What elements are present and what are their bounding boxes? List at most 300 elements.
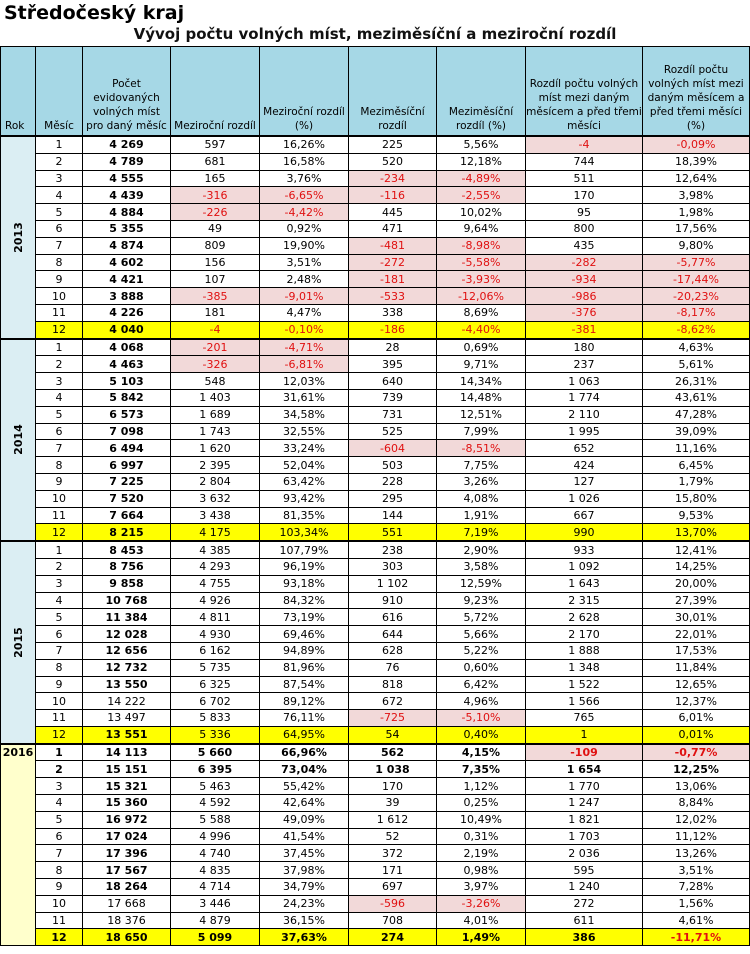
cell-tri-pct: 30,01% xyxy=(643,609,750,626)
table-row xyxy=(1,659,750,676)
cell-tri: 272 xyxy=(526,895,643,912)
cell-tri-pct: 11,84% xyxy=(643,659,750,676)
header-mezirocni-pct: Meziroční rozdíl (%) xyxy=(260,47,349,137)
table-row xyxy=(1,423,750,440)
cell-mezimesicni-pct: 9,71% xyxy=(437,356,526,373)
cell-pocet: 7 664 xyxy=(83,507,171,524)
cell-mezimesicni: -533 xyxy=(349,288,437,305)
cell-tri-pct: 12,64% xyxy=(643,170,750,187)
cell-tri: 1 770 xyxy=(526,778,643,795)
cell-pocet: 13 551 xyxy=(83,726,171,743)
cell-mezirocni-pct: 37,45% xyxy=(260,845,349,862)
cell-tri: 1 240 xyxy=(526,879,643,896)
cell-mezirocni-pct: 87,54% xyxy=(260,676,349,693)
table-row xyxy=(1,895,750,912)
cell-mezimesicni-pct: 3,58% xyxy=(437,558,526,575)
cell-mezirocni: 4 755 xyxy=(171,575,260,592)
cell-mezimesicni: 395 xyxy=(349,356,437,373)
cell-mezimesicni-pct: 3,26% xyxy=(437,473,526,490)
table-row xyxy=(1,457,750,474)
cell-pocet: 4 269 xyxy=(83,136,171,153)
cell-pocet: 12 656 xyxy=(83,642,171,659)
cell-mezimesicni-pct: 4,01% xyxy=(437,912,526,929)
cell-tri-pct: 17,56% xyxy=(643,220,750,237)
cell-pocet: 18 264 xyxy=(83,879,171,896)
cell-mezirocni-pct: 52,04% xyxy=(260,457,349,474)
cell-mezimesicni: -234 xyxy=(349,170,437,187)
cell-tri: 1 888 xyxy=(526,642,643,659)
cell-mezimesicni-pct: 4,15% xyxy=(437,744,526,761)
cell-pocet: 4 884 xyxy=(83,204,171,221)
cell-tri-pct: 22,01% xyxy=(643,626,750,643)
cell-mezimesicni: 818 xyxy=(349,676,437,693)
table-row xyxy=(1,473,750,490)
cell-mezirocni-pct: 94,89% xyxy=(260,642,349,659)
cell-mezimesicni: -725 xyxy=(349,710,437,727)
cell-pocet: 15 151 xyxy=(83,761,171,778)
cell-mesic: 7 xyxy=(36,237,83,254)
cell-mesic: 7 xyxy=(36,845,83,862)
cell-mezimesicni-pct: -8,98% xyxy=(437,237,526,254)
cell-mezirocni-pct: 84,32% xyxy=(260,592,349,609)
cell-mezirocni: 4 175 xyxy=(171,524,260,541)
cell-tri: 990 xyxy=(526,524,643,541)
cell-mezirocni-pct: 16,58% xyxy=(260,153,349,170)
cell-mezimesicni-pct: 5,66% xyxy=(437,626,526,643)
cell-pocet: 15 321 xyxy=(83,778,171,795)
cell-mezimesicni-pct: 14,48% xyxy=(437,389,526,406)
cell-tri: 595 xyxy=(526,862,643,879)
cell-tri-pct: 39,09% xyxy=(643,423,750,440)
cell-mezimesicni: 708 xyxy=(349,912,437,929)
cell-tri: 1 247 xyxy=(526,795,643,812)
header-mezirocni: Meziroční rozdíl xyxy=(171,47,260,137)
table-row xyxy=(1,845,750,862)
cell-mesic: 11 xyxy=(36,710,83,727)
cell-mezirocni: 1 743 xyxy=(171,423,260,440)
cell-tri-pct: 13,06% xyxy=(643,778,750,795)
table-body xyxy=(1,136,750,946)
cell-mezimesicni: 520 xyxy=(349,153,437,170)
cell-tri: 1 026 xyxy=(526,490,643,507)
cell-mezirocni-pct: 49,09% xyxy=(260,811,349,828)
cell-mezirocni: 4 293 xyxy=(171,558,260,575)
table-row xyxy=(1,676,750,693)
cell-mezirocni-pct: 24,23% xyxy=(260,895,349,912)
cell-tri: -986 xyxy=(526,288,643,305)
cell-mezirocni: 5 588 xyxy=(171,811,260,828)
table-row xyxy=(1,626,750,643)
table-row xyxy=(1,811,750,828)
cell-tri: 1 348 xyxy=(526,659,643,676)
cell-tri: 127 xyxy=(526,473,643,490)
cell-mesic: 8 xyxy=(36,862,83,879)
cell-mezirocni-pct: -0,10% xyxy=(260,321,349,338)
table-row xyxy=(1,828,750,845)
cell-tri-pct: 11,12% xyxy=(643,828,750,845)
cell-mesic: 1 xyxy=(36,136,83,153)
cell-mezirocni: 5 735 xyxy=(171,659,260,676)
cell-mezirocni: 5 463 xyxy=(171,778,260,795)
cell-mesic: 8 xyxy=(36,254,83,271)
cell-mezimesicni: 39 xyxy=(349,795,437,812)
cell-tri: -4 xyxy=(526,136,643,153)
table-row xyxy=(1,339,750,356)
cell-mezirocni: 4 714 xyxy=(171,879,260,896)
cell-mesic: 1 xyxy=(36,339,83,356)
cell-mezirocni: 165 xyxy=(171,170,260,187)
table-row xyxy=(1,271,750,288)
cell-tri-pct: 6,45% xyxy=(643,457,750,474)
cell-mezirocni: 3 632 xyxy=(171,490,260,507)
table-row xyxy=(1,356,750,373)
cell-mezimesicni-pct: 10,49% xyxy=(437,811,526,828)
cell-mezimesicni-pct: 0,69% xyxy=(437,339,526,356)
cell-pocet: 5 103 xyxy=(83,373,171,390)
cell-tri-pct: 1,56% xyxy=(643,895,750,912)
cell-mezirocni: 2 804 xyxy=(171,473,260,490)
cell-mezirocni-pct: 4,47% xyxy=(260,304,349,321)
cell-mezirocni: 3 438 xyxy=(171,507,260,524)
cell-tri: 1 654 xyxy=(526,761,643,778)
cell-tri: 2 170 xyxy=(526,626,643,643)
cell-mezimesicni-pct: 1,91% xyxy=(437,507,526,524)
cell-mezirocni-pct: -4,42% xyxy=(260,204,349,221)
cell-mezimesicni-pct: 1,12% xyxy=(437,778,526,795)
year-label xyxy=(1,339,36,542)
cell-mezirocni: 2 395 xyxy=(171,457,260,474)
table-row xyxy=(1,879,750,896)
cell-mesic: 3 xyxy=(36,575,83,592)
cell-pocet: 18 376 xyxy=(83,912,171,929)
cell-mezimesicni-pct: 0,60% xyxy=(437,659,526,676)
cell-mesic: 10 xyxy=(36,693,83,710)
cell-mezimesicni: 303 xyxy=(349,558,437,575)
cell-mezirocni: 107 xyxy=(171,271,260,288)
cell-tri-pct: -8,17% xyxy=(643,304,750,321)
cell-tri: 1 xyxy=(526,726,643,743)
table-row xyxy=(1,187,750,204)
cell-mesic: 11 xyxy=(36,507,83,524)
cell-mezimesicni: 170 xyxy=(349,778,437,795)
cell-tri: 667 xyxy=(526,507,643,524)
cell-mezimesicni: 144 xyxy=(349,507,437,524)
cell-mezirocni: 49 xyxy=(171,220,260,237)
year-label-text: 2013 xyxy=(11,221,25,253)
cell-tri: 2 628 xyxy=(526,609,643,626)
cell-pocet: 9 858 xyxy=(83,575,171,592)
cell-mezirocni: 5 660 xyxy=(171,744,260,761)
cell-tri-pct: 0,01% xyxy=(643,726,750,743)
cell-tri-pct: 5,61% xyxy=(643,356,750,373)
cell-mezimesicni: 445 xyxy=(349,204,437,221)
cell-tri-pct: 12,37% xyxy=(643,693,750,710)
cell-tri-pct: 1,98% xyxy=(643,204,750,221)
cell-tri: -376 xyxy=(526,304,643,321)
cell-mesic: 10 xyxy=(36,288,83,305)
cell-pocet: 7 520 xyxy=(83,490,171,507)
cell-mesic: 3 xyxy=(36,170,83,187)
cell-pocet: 15 360 xyxy=(83,795,171,812)
cell-mezirocni: -326 xyxy=(171,356,260,373)
cell-tri: 1 092 xyxy=(526,558,643,575)
cell-mezirocni-pct: 32,55% xyxy=(260,423,349,440)
cell-tri-pct: 11,16% xyxy=(643,440,750,457)
cell-pocet: 4 439 xyxy=(83,187,171,204)
cell-tri: 2 036 xyxy=(526,845,643,862)
cell-mezimesicni-pct: 5,72% xyxy=(437,609,526,626)
cell-pocet: 13 550 xyxy=(83,676,171,693)
cell-tri-pct: 9,80% xyxy=(643,237,750,254)
cell-tri-pct: 6,01% xyxy=(643,710,750,727)
cell-mezimesicni-pct: 10,02% xyxy=(437,204,526,221)
cell-tri: 1 063 xyxy=(526,373,643,390)
cell-pocet: 4 068 xyxy=(83,339,171,356)
cell-mezimesicni: 171 xyxy=(349,862,437,879)
cell-mezimesicni: 697 xyxy=(349,879,437,896)
table-row xyxy=(1,541,750,558)
cell-mezirocni-pct: 66,96% xyxy=(260,744,349,761)
cell-tri-pct: 43,61% xyxy=(643,389,750,406)
cell-tri-pct: 13,26% xyxy=(643,845,750,862)
table-row xyxy=(1,912,750,929)
cell-tri: -109 xyxy=(526,744,643,761)
table-row xyxy=(1,136,750,153)
cell-tri: 237 xyxy=(526,356,643,373)
cell-mezimesicni: 525 xyxy=(349,423,437,440)
cell-mesic: 12 xyxy=(36,321,83,338)
cell-mezirocni-pct: 0,92% xyxy=(260,220,349,237)
cell-mezirocni-pct: 12,03% xyxy=(260,373,349,390)
cell-mesic: 5 xyxy=(36,609,83,626)
cell-mezimesicni-pct: 12,59% xyxy=(437,575,526,592)
table-row xyxy=(1,862,750,879)
table-row xyxy=(1,592,750,609)
cell-tri-pct: 9,53% xyxy=(643,507,750,524)
cell-tri-pct: 14,25% xyxy=(643,558,750,575)
cell-tri: -934 xyxy=(526,271,643,288)
cell-mezimesicni: 628 xyxy=(349,642,437,659)
cell-mesic: 6 xyxy=(36,626,83,643)
cell-mesic: 2 xyxy=(36,558,83,575)
cell-tri: 933 xyxy=(526,541,643,558)
cell-pocet: 4 226 xyxy=(83,304,171,321)
table-row xyxy=(1,406,750,423)
year-label-text: 2014 xyxy=(11,424,25,456)
cell-mezirocni-pct: 63,42% xyxy=(260,473,349,490)
cell-mesic: 11 xyxy=(36,304,83,321)
cell-mezimesicni-pct: 0,25% xyxy=(437,795,526,812)
cell-mezimesicni: 739 xyxy=(349,389,437,406)
cell-tri: 1 703 xyxy=(526,828,643,845)
cell-mesic: 3 xyxy=(36,778,83,795)
cell-mezimesicni: 52 xyxy=(349,828,437,845)
cell-mezimesicni-pct: 7,99% xyxy=(437,423,526,440)
cell-pocet: 5 842 xyxy=(83,389,171,406)
cell-mesic: 5 xyxy=(36,406,83,423)
table-row xyxy=(1,558,750,575)
cell-mezirocni: 4 996 xyxy=(171,828,260,845)
cell-mezirocni-pct: 103,34% xyxy=(260,524,349,541)
cell-pocet: 16 972 xyxy=(83,811,171,828)
cell-mezimesicni: 225 xyxy=(349,136,437,153)
cell-mezirocni-pct: 107,79% xyxy=(260,541,349,558)
table-row xyxy=(1,389,750,406)
cell-mezirocni-pct: 3,76% xyxy=(260,170,349,187)
cell-tri-pct: 26,31% xyxy=(643,373,750,390)
cell-mezirocni: -316 xyxy=(171,187,260,204)
cell-mezimesicni: 228 xyxy=(349,473,437,490)
cell-tri-pct: -0,09% xyxy=(643,136,750,153)
cell-mezimesicni-pct: -5,58% xyxy=(437,254,526,271)
cell-mesic: 5 xyxy=(36,811,83,828)
cell-pocet: 6 494 xyxy=(83,440,171,457)
table-row xyxy=(1,153,750,170)
cell-pocet: 8 756 xyxy=(83,558,171,575)
cell-mezirocni: -201 xyxy=(171,339,260,356)
cell-mezimesicni-pct: 7,19% xyxy=(437,524,526,541)
table-row xyxy=(1,642,750,659)
cell-tri: 435 xyxy=(526,237,643,254)
cell-tri-pct: 20,00% xyxy=(643,575,750,592)
cell-mezimesicni-pct: 2,19% xyxy=(437,845,526,862)
cell-tri-pct: 1,79% xyxy=(643,473,750,490)
cell-tri: 1 774 xyxy=(526,389,643,406)
table-row xyxy=(1,288,750,305)
cell-pocet: 6 997 xyxy=(83,457,171,474)
cell-mesic: 12 xyxy=(36,524,83,541)
cell-tri-pct: -0,77% xyxy=(643,744,750,761)
cell-mezimesicni: 503 xyxy=(349,457,437,474)
cell-mezimesicni: -604 xyxy=(349,440,437,457)
cell-mezimesicni-pct: 9,64% xyxy=(437,220,526,237)
cell-mezirocni-pct: 34,79% xyxy=(260,879,349,896)
cell-mesic: 12 xyxy=(36,726,83,743)
cell-mezimesicni-pct: 7,35% xyxy=(437,761,526,778)
cell-tri-pct: 12,02% xyxy=(643,811,750,828)
table-row xyxy=(1,744,750,761)
cell-mezimesicni: 562 xyxy=(349,744,437,761)
cell-tri-pct: 8,84% xyxy=(643,795,750,812)
cell-pocet: 7 225 xyxy=(83,473,171,490)
cell-mezirocni-pct: 2,48% xyxy=(260,271,349,288)
cell-mezimesicni-pct: -3,93% xyxy=(437,271,526,288)
cell-mezimesicni: 372 xyxy=(349,845,437,862)
cell-mezimesicni: 644 xyxy=(349,626,437,643)
cell-mesic: 9 xyxy=(36,473,83,490)
cell-pocet: 4 421 xyxy=(83,271,171,288)
cell-tri: 1 643 xyxy=(526,575,643,592)
table-row xyxy=(1,507,750,524)
cell-pocet: 6 573 xyxy=(83,406,171,423)
cell-mezirocni: -4 xyxy=(171,321,260,338)
cell-mezimesicni-pct: -5,10% xyxy=(437,710,526,727)
cell-mezimesicni: 1 612 xyxy=(349,811,437,828)
table-row xyxy=(1,575,750,592)
cell-mezirocni-pct: 34,58% xyxy=(260,406,349,423)
cell-tri: 170 xyxy=(526,187,643,204)
cell-tri-pct: 13,70% xyxy=(643,524,750,541)
cell-tri-pct: 47,28% xyxy=(643,406,750,423)
cell-pocet: 8 215 xyxy=(83,524,171,541)
cell-mezimesicni-pct: -2,55% xyxy=(437,187,526,204)
cell-mezimesicni-pct: -8,51% xyxy=(437,440,526,457)
cell-tri: 744 xyxy=(526,153,643,170)
cell-mezirocni: 5 099 xyxy=(171,929,260,946)
cell-mesic: 1 xyxy=(36,541,83,558)
cell-mezirocni-pct: 37,98% xyxy=(260,862,349,879)
cell-mezimesicni: -481 xyxy=(349,237,437,254)
cell-pocet: 8 453 xyxy=(83,541,171,558)
header-mezimesicni-pct: Meziměsíční rozdíl (%) xyxy=(437,47,526,137)
cell-mesic: 8 xyxy=(36,457,83,474)
cell-mezirocni: -385 xyxy=(171,288,260,305)
cell-pocet: 17 024 xyxy=(83,828,171,845)
cell-mesic: 5 xyxy=(36,204,83,221)
cell-tri: 765 xyxy=(526,710,643,727)
cell-mezimesicni: 238 xyxy=(349,541,437,558)
cell-pocet: 3 888 xyxy=(83,288,171,305)
cell-mezimesicni-pct: 2,90% xyxy=(437,541,526,558)
cell-mezimesicni: -596 xyxy=(349,895,437,912)
cell-mezimesicni: 910 xyxy=(349,592,437,609)
table-row xyxy=(1,710,750,727)
cell-mezimesicni: -272 xyxy=(349,254,437,271)
cell-pocet: 4 555 xyxy=(83,170,171,187)
table-row xyxy=(1,254,750,271)
cell-pocet: 4 602 xyxy=(83,254,171,271)
cell-mezimesicni-pct: 12,18% xyxy=(437,153,526,170)
cell-mezirocni: 548 xyxy=(171,373,260,390)
cell-tri-pct: 12,25% xyxy=(643,761,750,778)
cell-mezimesicni-pct: 0,98% xyxy=(437,862,526,879)
cell-mezimesicni: 1 102 xyxy=(349,575,437,592)
cell-mezirocni-pct: 69,46% xyxy=(260,626,349,643)
cell-tri: 180 xyxy=(526,339,643,356)
cell-tri: 1 995 xyxy=(526,423,643,440)
table-row xyxy=(1,220,750,237)
cell-pocet: 17 567 xyxy=(83,862,171,879)
cell-tri-pct: -5,77% xyxy=(643,254,750,271)
cell-tri-pct: 3,98% xyxy=(643,187,750,204)
cell-tri: 1 821 xyxy=(526,811,643,828)
cell-pocet: 14 113 xyxy=(83,744,171,761)
cell-pocet: 4 789 xyxy=(83,153,171,170)
cell-mezirocni: 181 xyxy=(171,304,260,321)
cell-mezirocni-pct: 81,96% xyxy=(260,659,349,676)
cell-mezimesicni: -186 xyxy=(349,321,437,338)
cell-tri: 95 xyxy=(526,204,643,221)
cell-mezirocni: 4 385 xyxy=(171,541,260,558)
cell-mezimesicni-pct: 1,49% xyxy=(437,929,526,946)
cell-mesic: 12 xyxy=(36,929,83,946)
cell-mezirocni: 4 835 xyxy=(171,862,260,879)
cell-mezimesicni: 1 038 xyxy=(349,761,437,778)
cell-mezimesicni-pct: 5,22% xyxy=(437,642,526,659)
year-label xyxy=(1,541,36,744)
cell-mezirocni: 4 930 xyxy=(171,626,260,643)
cell-mezirocni-pct: 55,42% xyxy=(260,778,349,795)
cell-mesic: 2 xyxy=(36,153,83,170)
cell-mezirocni: 156 xyxy=(171,254,260,271)
cell-mezimesicni-pct: 8,69% xyxy=(437,304,526,321)
cell-mesic: 2 xyxy=(36,356,83,373)
cell-mezimesicni-pct: -4,40% xyxy=(437,321,526,338)
cell-mezirocni-pct: -9,01% xyxy=(260,288,349,305)
cell-mezirocni-pct: 76,11% xyxy=(260,710,349,727)
cell-tri: 611 xyxy=(526,912,643,929)
cell-mezimesicni-pct: 9,23% xyxy=(437,592,526,609)
